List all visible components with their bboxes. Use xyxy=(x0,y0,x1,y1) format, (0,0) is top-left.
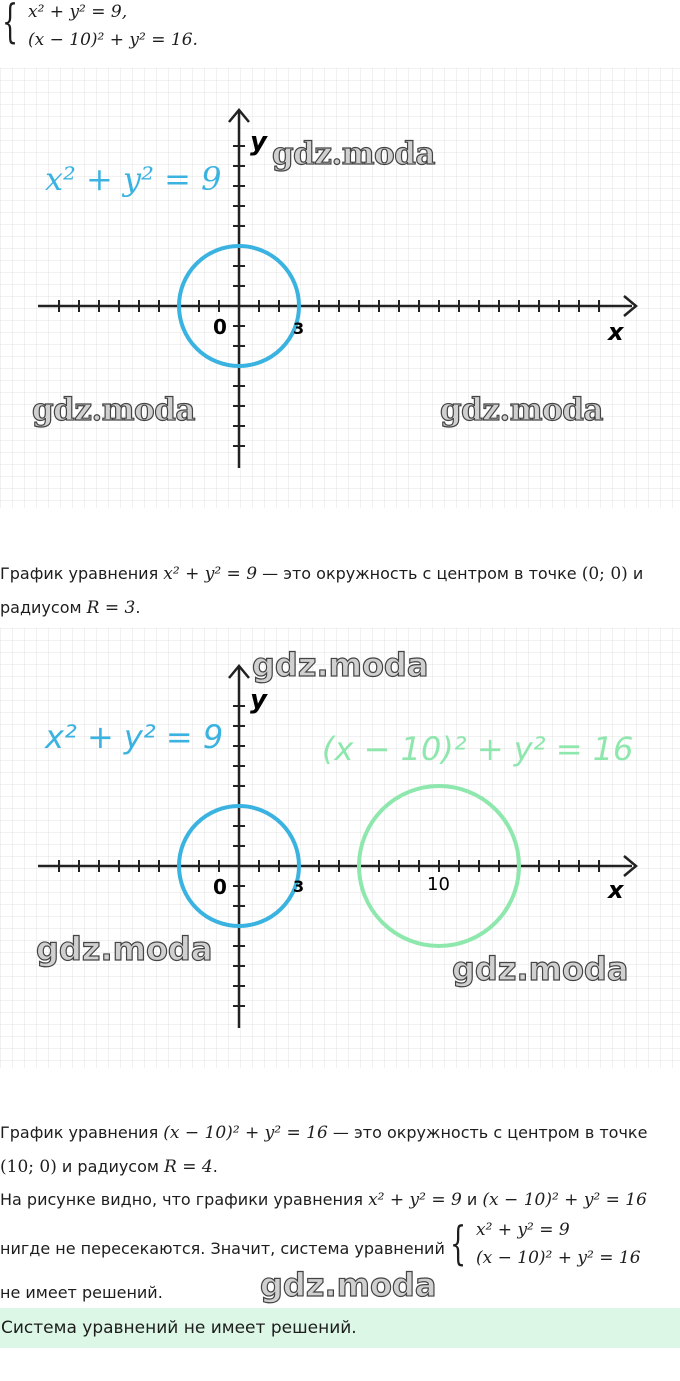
text: — это окружность с центром в точке xyxy=(257,564,582,583)
radius: R = 4 xyxy=(164,1157,213,1177)
watermark: gdz.moda xyxy=(272,136,435,172)
tick-label-3: 3 xyxy=(293,319,305,338)
text: радиусом xyxy=(0,598,87,617)
graph-2 xyxy=(0,628,680,1068)
tick-label-3: 3 xyxy=(293,877,305,896)
origin-label: 0 xyxy=(213,315,227,339)
paragraph-2-line-2 xyxy=(0,1156,218,1178)
watermark: gdz.moda xyxy=(252,646,429,684)
text: — это окружность с центром в точке xyxy=(327,1123,648,1142)
graph-1 xyxy=(0,68,680,508)
text: График уравнения xyxy=(0,564,164,583)
watermark: gdz.moda xyxy=(260,1266,437,1304)
paragraph-2-line-1 xyxy=(0,1122,647,1144)
tick-label-10: 10 xyxy=(427,874,450,895)
paragraph-3-line-2: нигде не пересекаются. Значит, система уравнений xyxy=(0,1239,445,1258)
center-point: (0; 0) xyxy=(581,564,628,584)
x-axis-label: x xyxy=(608,876,624,904)
inline-system-line-2: (x − 10)² + y² = 16 xyxy=(476,1248,641,1268)
watermark-bottom xyxy=(256,1262,476,1306)
watermark: gdz.moda xyxy=(36,930,213,968)
text: и xyxy=(461,1190,483,1209)
text: . xyxy=(212,1157,218,1176)
equation-label-2: (x − 10)² + y² = 16 xyxy=(322,730,634,768)
grid-background xyxy=(0,68,680,508)
radius: R = 3 xyxy=(86,598,136,618)
text: На рисунке видно, что графики уравнения xyxy=(0,1190,369,1209)
text: и радиусом xyxy=(56,1157,165,1176)
grid-background xyxy=(0,628,680,1068)
center-point: (10; 0) xyxy=(0,1157,57,1177)
system-brace-inline: { xyxy=(450,1216,467,1270)
text: График уравнения xyxy=(0,1123,164,1142)
equation-label: x² + y² = 9 xyxy=(45,160,222,198)
equation: (x − 10)² + y² = 16 xyxy=(482,1190,647,1210)
watermark: gdz.moda xyxy=(32,392,195,428)
text: . xyxy=(135,598,141,617)
paragraph-3-line-3: не имеет решений. xyxy=(0,1283,163,1302)
watermark: gdz.moda xyxy=(452,950,629,988)
y-axis-label: y xyxy=(250,685,267,715)
equation: (x − 10)² + y² = 16 xyxy=(163,1123,328,1143)
answer-box: Система уравнений не имеет решений. xyxy=(0,1308,680,1348)
equation-label-1: x² + y² = 9 xyxy=(45,718,224,756)
equation: x² + y² = 9 xyxy=(368,1190,462,1210)
paragraph-1-line-1 xyxy=(0,563,643,585)
system-brace: { xyxy=(2,0,19,48)
x-axis-label: x xyxy=(608,318,624,346)
inline-system-line-1: x² + y² = 9 xyxy=(476,1220,570,1240)
system-line-1: x² + y² = 9, xyxy=(28,2,128,22)
system-line-2: (x − 10)² + y² = 16. xyxy=(28,30,198,50)
text: и xyxy=(627,564,644,583)
paragraph-1-line-2 xyxy=(0,597,140,619)
watermark: gdz.moda xyxy=(440,392,603,428)
equation: x² + y² = 9 xyxy=(163,564,258,584)
y-axis-label: y xyxy=(250,127,267,157)
paragraph-3-line-1 xyxy=(0,1189,647,1211)
origin-label: 0 xyxy=(213,875,227,899)
